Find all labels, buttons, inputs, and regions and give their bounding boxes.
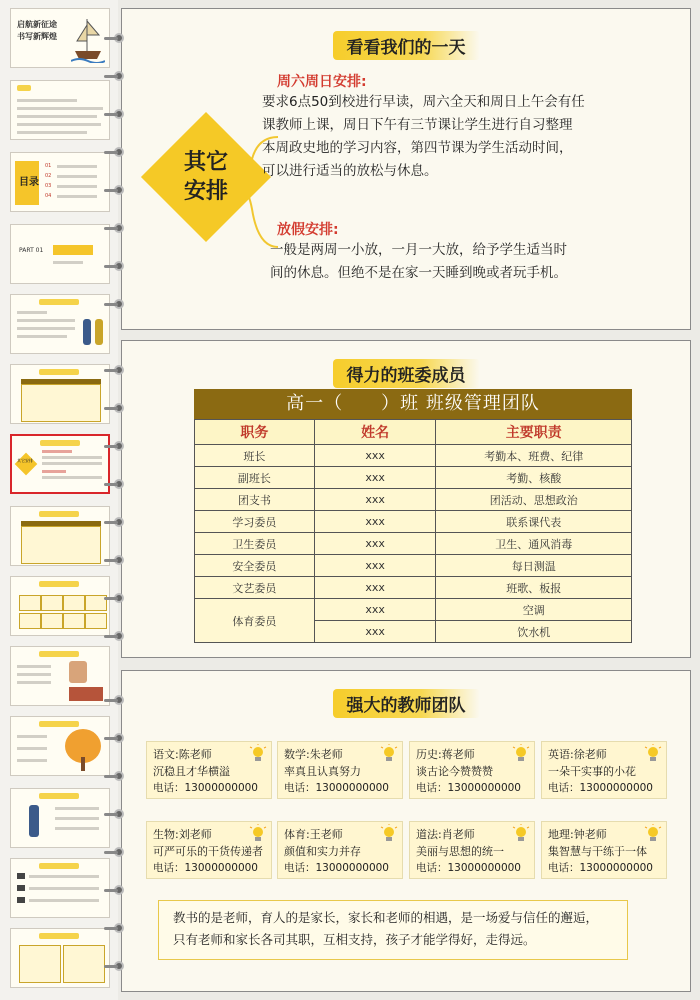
weekend-paragraph [262,91,682,183]
text-line: 可以进行适当的放松与休息。 [262,163,438,179]
column-header-duty: 主要职责 [436,420,632,445]
thumb-text-line [57,185,97,188]
thumb-yellow-block [53,245,93,255]
thumb-text-line [53,261,83,264]
thumb-tag [39,299,79,305]
role-cell: 安全委员 [195,555,315,577]
thumb-title-line-1: 启航新征途 [17,20,57,29]
page-title [122,31,690,60]
role-cell: 副班长 [195,467,315,489]
sailing-ship-icon [71,15,105,63]
name-cell: xxx [314,577,436,599]
thumb-tag [40,440,80,446]
duty-cell: 联系课代表 [436,511,632,533]
thumb-text-line [29,899,99,902]
slide-daily-schedule [121,8,691,330]
teacher-subject: 数学:朱老师 [284,748,343,761]
teacher-phone: 电话：13000000000 [416,862,521,874]
thumb-text-line [55,817,99,820]
role-cell: 班长 [195,445,315,467]
thumb-card [63,595,85,611]
teacher-motto: 颜值和实力并存 [284,845,361,858]
thumb-text-line [17,673,51,676]
thumb-card [19,595,41,611]
slide-thumbnail-4[interactable] [10,224,110,284]
teacher-motto: 可严可乐的干货传递者 [153,845,263,858]
table-row [195,599,632,621]
thumb-text-line [42,462,102,465]
name-cell: xxx [314,555,436,577]
role-cell: 文艺委员 [195,577,315,599]
thumb-camera-icon [17,885,25,891]
text-line: 间的休息。但绝不是在家一天睡到晚或者玩手机。 [270,265,567,281]
thumb-text-line [17,335,67,338]
teacher-card [541,741,667,799]
thumb-table [21,384,101,422]
teacher-motto: 集智慧与干练于一体 [548,845,647,858]
role-cell: 学习委员 [195,511,315,533]
slide-title-text: 强大的教师团队 [333,689,480,718]
slide-class-committee [121,340,691,658]
role-cell: 卫生委员 [195,533,315,555]
table-row [195,577,632,599]
table-row [195,489,632,511]
teacher-motto: 沉稳且才华横溢 [153,765,230,778]
text-line: 本周政史地的学习内容，第四节课为学生活动时间， [262,140,573,156]
column-header-role: 职务 [195,420,315,445]
teacher-motto: 美丽与思想的统一 [416,845,504,858]
category-label: 其它 安排 [183,149,228,204]
table-title: 高一（ ）班 班级管理团队 [194,389,632,419]
table-row [195,445,632,467]
name-cell: xxx [314,467,436,489]
lightbulb-icon [380,824,398,846]
lightbulb-icon [512,744,530,766]
teacher-card [409,821,535,879]
slide-thumbnail-5[interactable] [10,294,110,354]
table-row [195,467,632,489]
quote-line: 教书的是老师，育人的是家长，家长和老师的相遇，是一场爱与信任的邂逅， [173,910,599,925]
binder-rings [110,341,134,657]
thumb-toc-label: 目录 [19,177,39,188]
duty-cell: 考勤本、班费、纪律 [436,445,632,467]
slide-thumbnail-13[interactable] [10,858,110,918]
thumb-text-line [17,107,103,110]
teacher-phone: 电话：13000000000 [284,782,389,794]
thumb-person-figure [29,805,39,837]
thumb-text-line [57,195,97,198]
thumb-card [41,595,63,611]
closing-quote [158,900,628,960]
thumb-toc-item: 04 [45,193,52,199]
text-line: 课教师上课，周日下午有三节课让学生进行自习整理 [262,117,573,133]
thumb-tag [39,793,79,799]
thumb-diamond-label: 其它安排 [17,458,33,463]
slide-thumbnail-11[interactable] [10,716,110,776]
duty-cell: 考勤、核酸 [436,467,632,489]
thumb-card [19,613,41,629]
thumb-panel [63,945,105,983]
name-cell: xxx [314,445,436,467]
teacher-phone: 电话：13000000000 [153,862,258,874]
slide-thumbnail-9[interactable] [10,576,110,636]
weekend-heading: 周六周日安排: [277,74,367,90]
name-cell: xxx [314,621,436,643]
thumb-table [21,526,101,564]
thumb-text-line [17,735,47,738]
committee-table [194,419,632,643]
thumb-tag [39,721,79,727]
thumb-text-line [57,165,97,168]
page-title [122,359,690,388]
name-cell: xxx [314,599,436,621]
thumb-text-line [17,115,97,118]
thumb-text-line [42,476,102,479]
role-cell: 团支书 [195,489,315,511]
slide-thumbnail-3[interactable] [10,152,110,212]
thumb-part-label: PART 01 [19,247,44,254]
thumb-text-line [17,311,47,314]
teacher-card [277,741,403,799]
teacher-motto: 率真且认真努力 [284,765,361,778]
teacher-phone: 电话：13000000000 [548,782,653,794]
holiday-paragraph [270,239,680,285]
teacher-phone: 电话：13000000000 [284,862,389,874]
slide-title-text: 得力的班委成员 [333,359,480,388]
duty-cell: 团活动、思想政治 [436,489,632,511]
thumb-person-figure [95,319,103,345]
thumb-text-line [55,827,99,830]
quote-line: 只有老师和家长各司其职，互相支持，孩子才能学得好，走得远。 [173,932,536,947]
thumb-person-figure [83,319,91,345]
name-cell: xxx [314,511,436,533]
thumb-text-line [42,470,66,473]
thumb-text-line [17,131,87,134]
teacher-phone: 电话：13000000000 [416,782,521,794]
thumb-text-line [17,747,47,750]
slide-thumbnail-rail [0,0,118,1000]
binder-rings [110,671,134,991]
thumb-text-line [42,450,72,453]
slide-title-text: 看看我们的一天 [333,31,480,60]
teacher-phone: 电话：13000000000 [548,862,653,874]
lightbulb-icon [249,824,267,846]
teacher-card [146,821,272,879]
thumb-tag [39,863,79,869]
duty-cell: 饮水机 [436,621,632,643]
holiday-heading: 放假安排: [277,222,339,238]
thumb-tag [17,85,31,91]
thumb-panel [19,945,61,983]
thumb-camera-icon [17,897,25,903]
thumb-text-line [29,875,99,878]
duty-cell: 班歌、板报 [436,577,632,599]
slide-thumbnail-10[interactable] [10,646,110,706]
slide-thumbnail-2[interactable] [10,80,110,140]
thumb-tag [39,933,79,939]
committee-table-wrapper [194,389,632,643]
lightbulb-icon [644,824,662,846]
thumb-text-line [29,887,99,890]
teacher-card [146,741,272,799]
table-row [195,511,632,533]
teacher-card [277,821,403,879]
table-row [195,533,632,555]
thumb-text-line [17,681,51,684]
teacher-card [541,821,667,879]
teacher-subject: 历史:蒋老师 [416,748,475,761]
thumb-text-line [42,456,102,459]
thumb-toc-item: 03 [45,183,52,189]
teacher-subject: 英语:徐老师 [548,748,607,761]
thumb-toc-item: 01 [45,163,52,169]
thumb-text-line [17,665,51,668]
thumb-photo [69,661,87,683]
thumb-text-line [57,175,97,178]
duty-cell: 空调 [436,599,632,621]
teacher-subject: 道法:肖老师 [416,828,475,841]
teacher-subject: 语文:陈老师 [153,748,212,761]
duty-cell: 每日测温 [436,555,632,577]
thumb-text-line [17,327,75,330]
thumb-text-line [17,319,75,322]
lightbulb-icon [644,744,662,766]
thumb-title-line-2: 书写新辉煌 [17,32,57,41]
column-header-name: 姓名 [314,420,436,445]
name-cell: xxx [314,489,436,511]
teacher-subject: 地理:钟老师 [548,828,607,841]
teacher-subject: 生物:刘老师 [153,828,212,841]
slide-thumbnail-12[interactable] [10,788,110,848]
thumb-diamond [15,453,38,476]
thumb-card [85,613,107,629]
thumb-tag [39,581,79,587]
role-cell: 体育委员 [195,599,315,643]
name-cell: xxx [314,533,436,555]
slide-thumbnail-6[interactable] [10,364,110,424]
slide-thumbnail-1[interactable] [10,8,110,68]
teacher-phone: 电话：13000000000 [153,782,258,794]
text-line: 一般是两周一小放，一月一大放，给予学生适当时 [270,242,567,258]
thumb-card [63,613,85,629]
teacher-card [409,741,535,799]
page-title [122,689,690,718]
thumb-photo [69,687,103,701]
thumb-tree-trunk [81,757,85,771]
teacher-subject: 体育:王老师 [284,828,343,841]
slide-thumbnail-14[interactable] [10,928,110,988]
table-row [195,555,632,577]
thumb-tag [39,369,79,375]
thumb-text-line [55,807,99,810]
slide-thumbnail-7-active[interactable] [10,434,110,494]
thumb-camera-icon [17,873,25,879]
slide-thumbnail-8[interactable] [10,506,110,566]
teacher-motto: 谈古论今赞赞赞 [416,765,493,778]
thumb-text-line [17,99,77,102]
lightbulb-icon [380,744,398,766]
lightbulb-icon [249,744,267,766]
text-line: 要求6点50到校进行早读，周六全天和周日上午会有任 [262,94,585,110]
thumb-card [41,613,63,629]
thumb-toc-item: 02 [45,173,52,179]
table-header-row [195,420,632,445]
thumb-text-line [17,759,47,762]
teacher-motto: 一朵干实事的小花 [548,765,636,778]
thumb-tag [39,651,79,657]
duty-cell: 卫生、通风消毒 [436,533,632,555]
slide-teacher-team [121,670,691,992]
thumb-tag [39,511,79,517]
lightbulb-icon [512,824,530,846]
thumb-text-line [17,123,101,126]
